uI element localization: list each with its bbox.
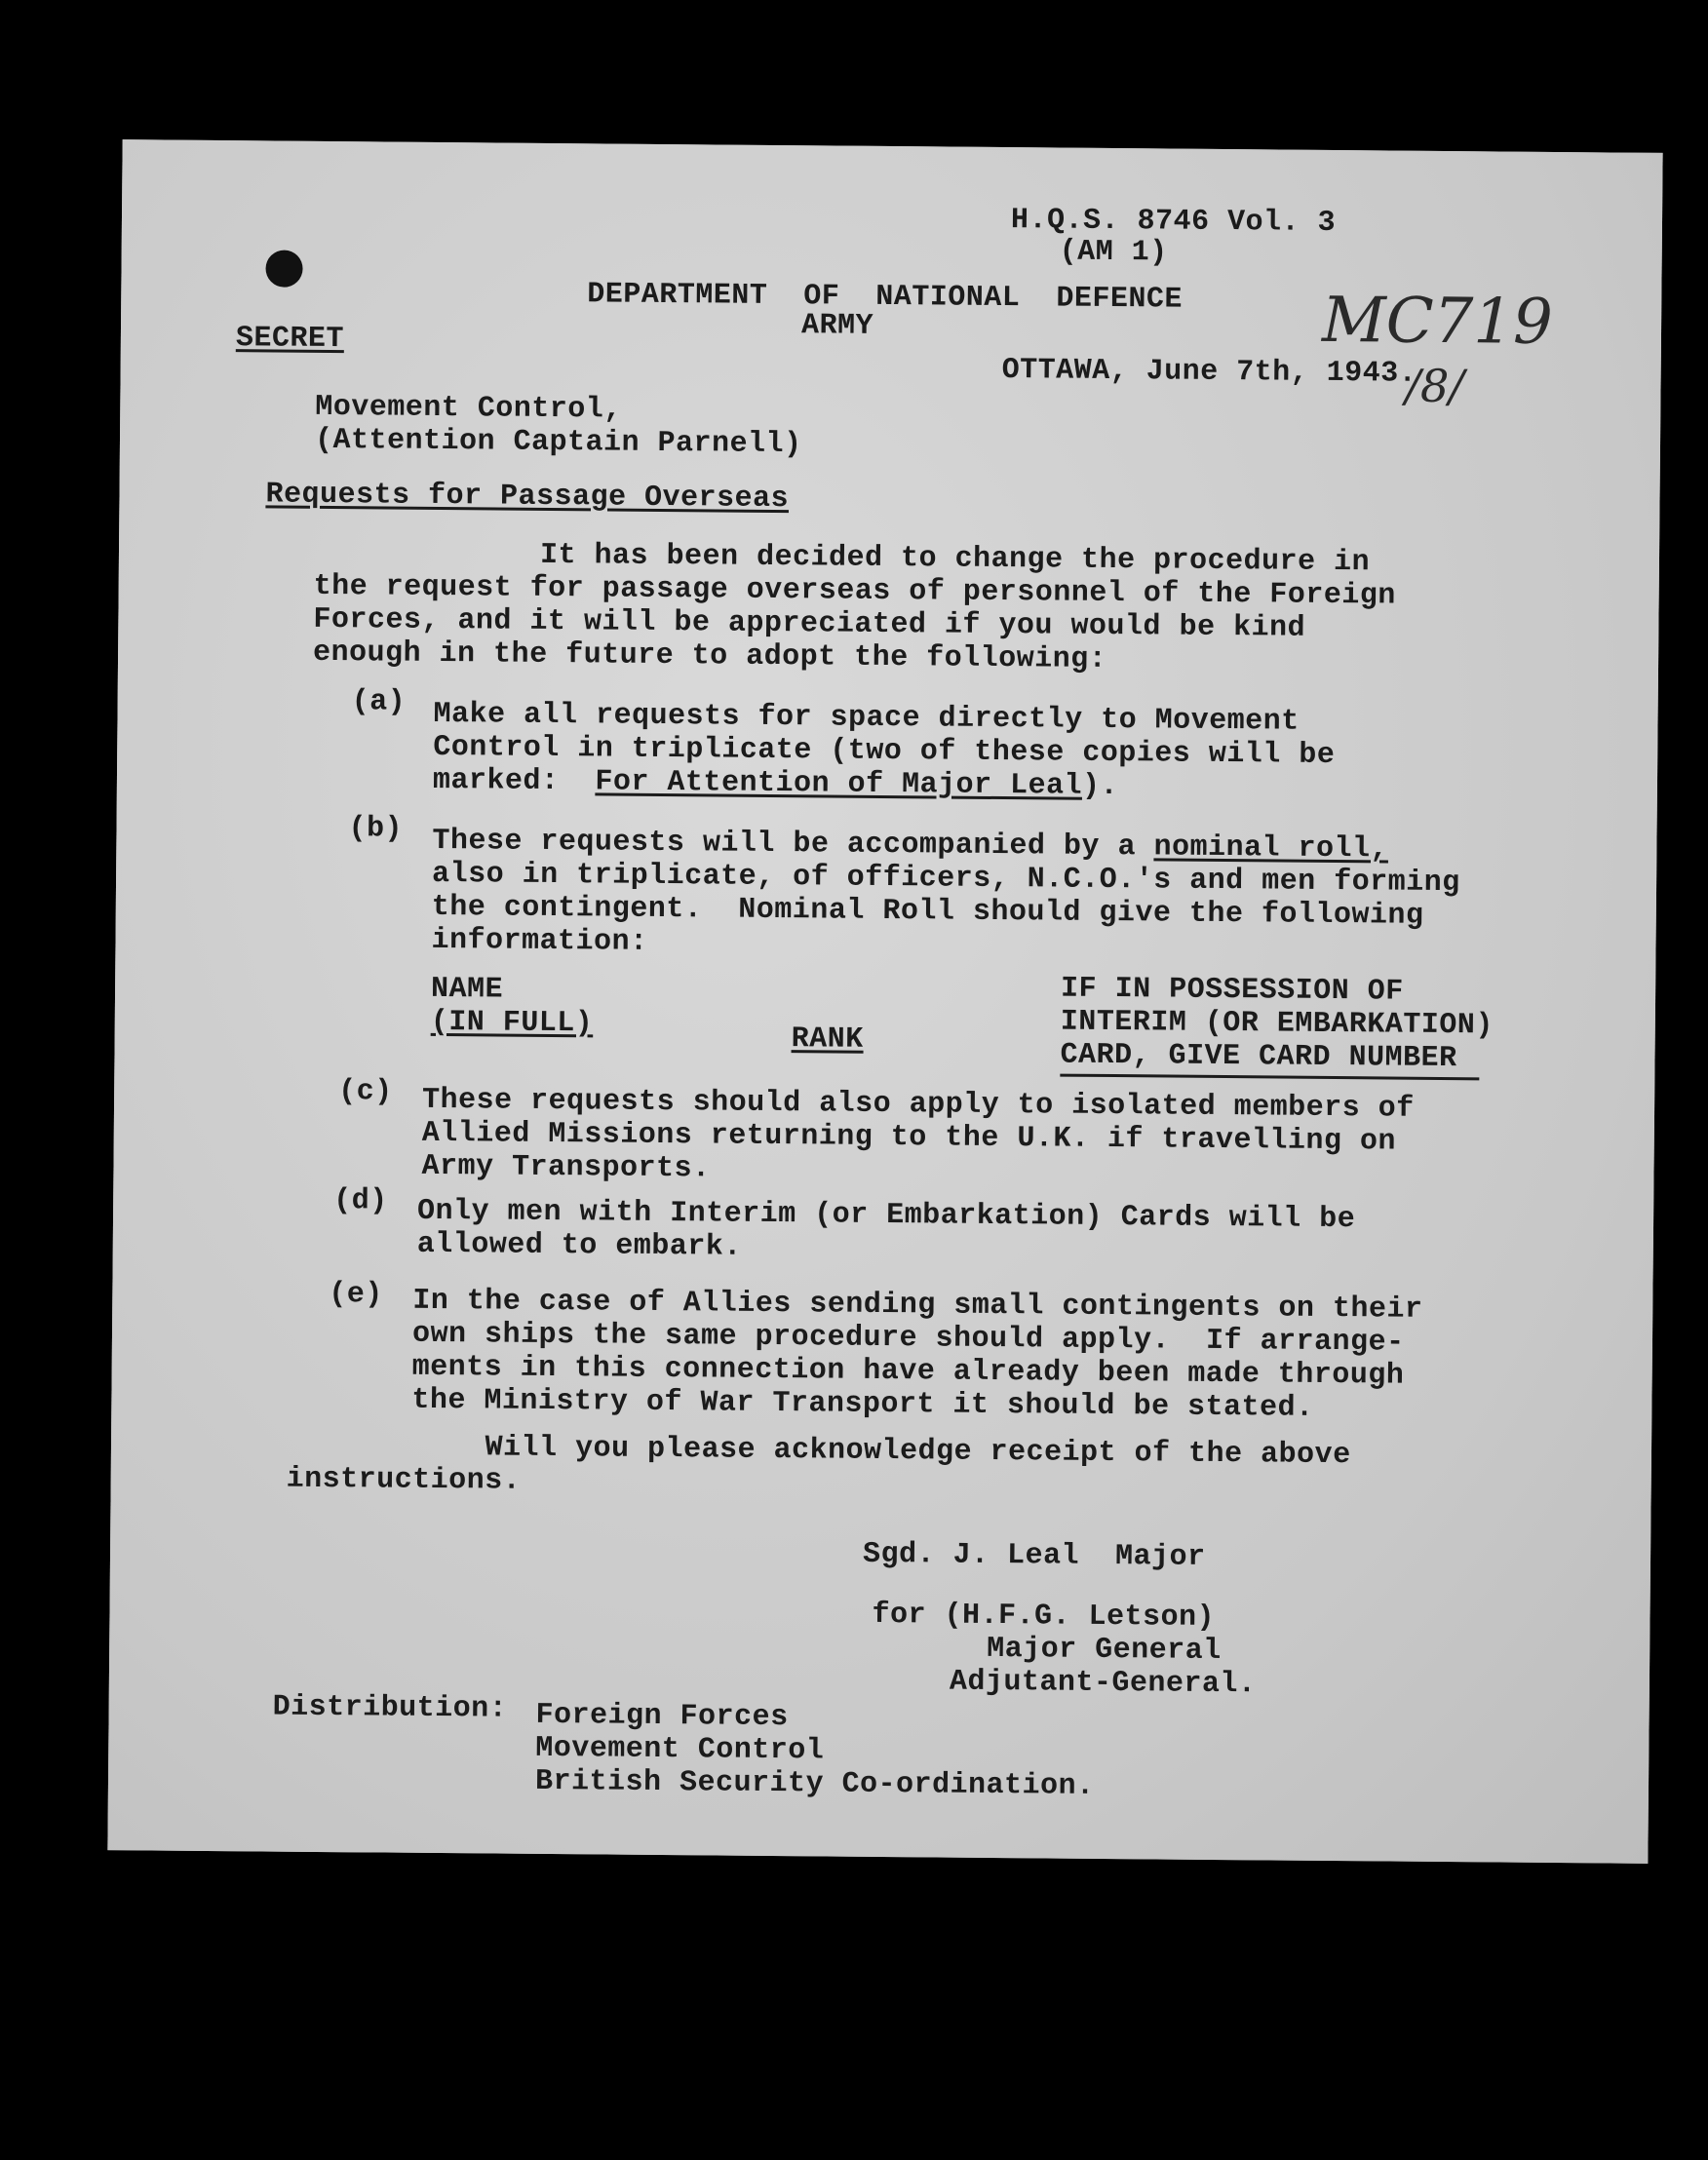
item-a-attention-note: For Attention of Major Leal [595,765,1083,803]
addressee-line-1: Movement Control, [315,390,622,427]
item-c-line-2: Allied Missions returning to the U.K. if travelling on [421,1116,1397,1159]
roll-column-card-1: IF IN POSSESSION OF [1060,972,1404,1009]
item-a-marked-prefix: marked: [432,763,596,799]
roll-column-name-1: NAME [430,972,504,1007]
handwritten-file-mark: MC719 [1321,284,1554,359]
distribution-recipient-3: British Security Co-ordination. [534,1764,1095,1803]
roll-column-name-2: (IN FULL) [430,1005,594,1041]
item-d-line-2: allowed to embark. [416,1227,743,1264]
item-b-line-2: also in triplicate, of officers, N.C.O.'s and men forming [431,857,1460,901]
file-reference-sub: (AM 1) [1059,235,1168,270]
distribution-recipient-2: Movement Control [535,1731,825,1768]
item-a-line-2: Control in triplicate (two of these copies will be [433,730,1336,773]
roll-column-card-3: CARD, GIVE CARD NUMBER [1060,1038,1457,1076]
department-heading: DEPARTMENT OF NATIONAL DEFENCE [587,278,1184,317]
item-b-nominal-roll: nominal roll, [1153,830,1389,867]
intro-line-1: It has been decided to change the procedure in [323,536,1371,580]
intro-line-4: enough in the future to adopt the following: [312,636,1107,676]
item-b-line-3: the contingent. Nominal Roll should give the following [431,890,1424,933]
item-e-line-3: ments in this connection have already been made through [411,1350,1405,1393]
distribution-label: Distribution: [272,1690,508,1726]
signature-signed: Sgd. J. Leal Major [862,1537,1206,1574]
signature-title: Adjutant-General. [949,1665,1257,1702]
closing-line-2: instructions. [286,1462,522,1498]
file-reference: H.Q.S. 8746 Vol. 3 [1010,204,1337,241]
branch-heading: ARMY [800,309,874,343]
intro-line-3: Forces, and it will be appreciated if you would be kind [313,602,1306,645]
item-a-line-1: Make all requests for space directly to Movement [433,697,1300,739]
item-c-line-3: Army Transports. [421,1149,711,1186]
handwritten-tick: /8/ [1405,359,1465,413]
item-c-label: (c) [338,1075,393,1109]
roll-column-rank: RANK [791,1022,864,1057]
item-b-line-4: information: [431,923,648,959]
item-e-line-4: the Ministry of War Transport it should be stated. [411,1383,1314,1425]
item-a-label: (a) [351,685,407,719]
item-e-label: (e) [329,1278,384,1312]
item-d-label: (d) [333,1184,388,1218]
item-c-line-1: These requests should also apply to isolated members of [421,1083,1415,1126]
document-page [107,139,1662,1864]
closing-line-1: Will you please acknowledge receipt of the above [286,1429,1351,1473]
roll-column-card-2: INTERIM (OR EMBARKATION) [1060,1005,1494,1043]
subject-heading: Requests for Passage Overseas [265,478,790,517]
place-date: OTTAWA, June 7th, 1943. [1001,354,1417,391]
intro-line-2: the request for passage overseas of personnel of the Foreign [313,569,1396,613]
addressee-line-2: (Attention Captain Parnell) [314,423,802,462]
item-d-line-1: Only men with Interim (or Embarkation) Cards will be [416,1194,1356,1237]
signature-for: for (H.F.G. Letson) [872,1598,1216,1635]
punch-hole [265,250,302,287]
item-a-close: ). [1081,769,1119,804]
distribution-recipient-1: Foreign Forces [535,1698,789,1735]
item-e-line-1: In the case of Allies sending small contingents on their [412,1284,1423,1327]
item-b-label: (b) [348,812,404,846]
classification-label: SECRET [235,322,345,357]
item-a-line-3 [433,764,1118,803]
item-e-line-2: own ships the same procedure should apply. If arrange- [411,1317,1405,1360]
signature-rank: Major General [987,1632,1222,1669]
item-b-text: These requests will be accompanied by a [432,824,1154,865]
